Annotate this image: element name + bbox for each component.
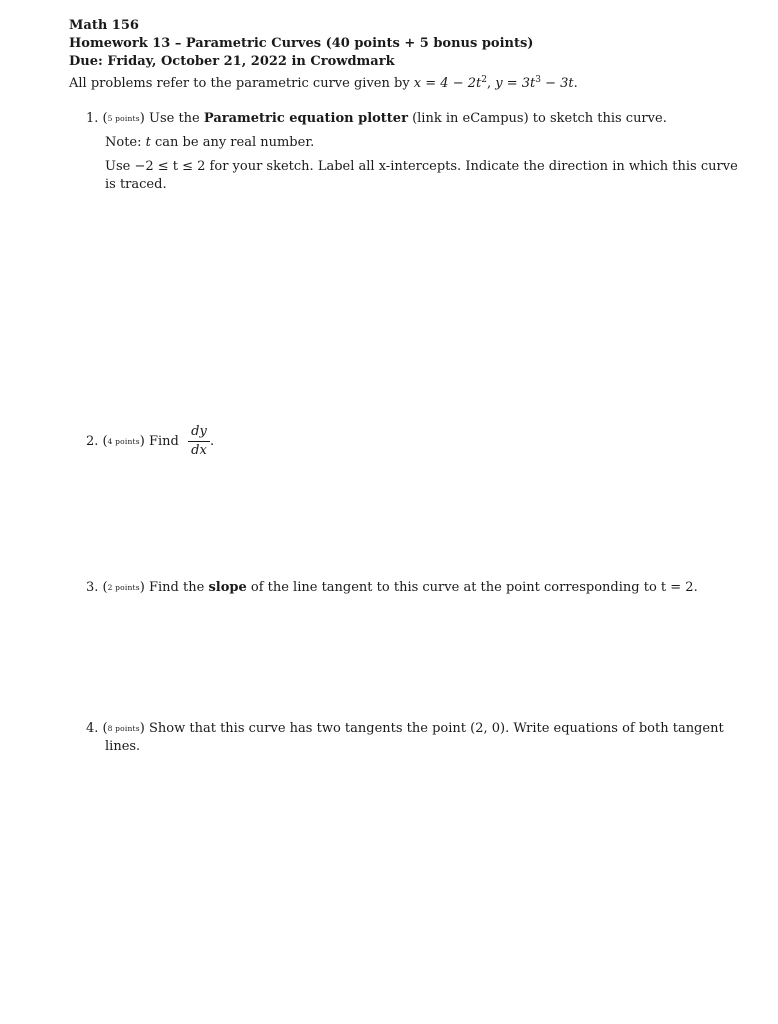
- intro-eq-y-exp: 3: [535, 75, 541, 85]
- homework-title: Homework 13 – Parametric Curves (40 points + 5 bonus points): [69, 36, 534, 51]
- problem-2-end: .: [210, 434, 215, 449]
- problem-3-points: 2 points: [107, 583, 140, 592]
- intro-text: All problems refer to the parametric curve given by: [69, 76, 414, 91]
- problem-1-note-var: t: [145, 135, 151, 150]
- fraction-bar: [188, 441, 210, 442]
- problem-1-pre: Use the: [144, 111, 204, 126]
- problem-1-note-pre: Note:: [105, 135, 146, 150]
- problem-2: 2. (4 points) Find: [86, 434, 179, 449]
- intro-eq-y1: y = 3t: [495, 76, 536, 91]
- problem-1-instructions-line1: Use −2 ≤ t ≤ 2 for your sketch. Label all x-intercepts. Indicate the direction in which this curve: [105, 159, 738, 174]
- fraction-denominator: dx: [191, 443, 207, 458]
- problem-3-bold: slope: [208, 580, 247, 595]
- problem-1-note: [105, 135, 314, 151]
- problem-3-number: 3.: [86, 580, 99, 595]
- problem-1-bold: Parametric equation plotter: [203, 111, 408, 126]
- intro-eq-x-exp: 2: [481, 75, 487, 85]
- fraction-numerator: dy: [191, 424, 207, 439]
- course-title: Math 156: [69, 18, 139, 33]
- problem-4-line2: lines.: [105, 739, 141, 754]
- problem-1-instructions-line2: is traced.: [105, 177, 167, 192]
- problem-4-points: 8 points: [107, 724, 140, 733]
- problem-4: 4. (8 points) Show that this curve has two tangents the point (2, 0). Write equations of both tangent: [86, 721, 724, 736]
- problem-1: 1. (5 points) Use the Parametric equation plotter (link in eCampus) to sketch this curve.: [86, 111, 667, 126]
- problem-3: 3. (2 points) Find the slope of the line tangent to this curve at the point corresponding to t = 2.: [86, 580, 698, 595]
- problem-4-line1: Show that this curve has two tangents the point (2, 0). Write equations of both tangent: [144, 721, 724, 736]
- dy-dx-fraction: [188, 424, 210, 459]
- intro-sep: ,: [486, 76, 496, 91]
- intro-eq-x: x = 4 − 2t: [413, 76, 482, 91]
- problem-1-post: (link in eCampus) to sketch this curve.: [407, 111, 667, 126]
- intro-end: .: [573, 76, 578, 91]
- intro-statement: [69, 76, 578, 92]
- problem-3-pre: Find the: [144, 580, 209, 595]
- problem-4-number: 4.: [86, 721, 99, 736]
- problem-2-text: Find: [144, 434, 179, 449]
- problem-2-number: 2.: [86, 434, 99, 449]
- due-date: Due: Friday, October 21, 2022 in Crowdmark: [69, 54, 395, 69]
- problem-1-note-post: can be any real number.: [150, 135, 315, 150]
- problem-3-post: of the line tangent to this curve at the point corresponding to t = 2.: [246, 580, 698, 595]
- problem-1-points: 5 points: [107, 114, 140, 123]
- intro-eq-y2: − 3t: [540, 76, 574, 91]
- problem-1-number: 1.: [86, 111, 99, 126]
- problem-2-points: 4 points: [107, 437, 140, 446]
